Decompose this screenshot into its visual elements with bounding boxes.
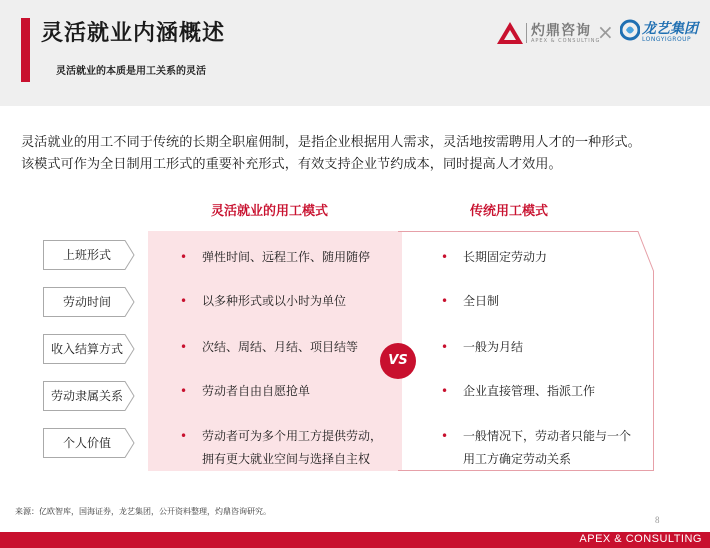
cell-text: 弹性时间、远程工作、随用随停 bbox=[202, 250, 371, 264]
bullet-dot: • bbox=[441, 294, 449, 308]
longyi-mark-icon bbox=[620, 19, 640, 41]
row-label-work-time bbox=[43, 287, 135, 317]
apex-logo-divider bbox=[526, 23, 527, 43]
bullet-dot: • bbox=[180, 340, 188, 354]
page-subtitle: 灵活就业的本质是用工关系的灵活 bbox=[56, 66, 206, 77]
row-label-text: 收入结算方式 bbox=[50, 342, 123, 356]
cell-text: 用工方确定劳动关系 bbox=[463, 452, 572, 466]
bullet-dot: • bbox=[441, 340, 449, 354]
bullet-dot: • bbox=[180, 429, 188, 443]
row-label-text: 劳动隶属关系 bbox=[50, 389, 123, 403]
row-label-personal-value bbox=[43, 428, 135, 458]
cell-text: 拥有更大就业空间与选择自主权 bbox=[202, 452, 371, 466]
bullet-dot: • bbox=[441, 250, 449, 264]
slide-header bbox=[0, 0, 710, 106]
row-label-affiliation bbox=[43, 381, 135, 411]
bullet-dot: • bbox=[180, 384, 188, 398]
apex-triangle-icon bbox=[497, 22, 523, 44]
logo-separator: × bbox=[597, 20, 614, 44]
row-label-text: 个人价值 bbox=[62, 436, 111, 450]
cell-text: 一般为月结 bbox=[463, 340, 524, 354]
flexible-model-header: 灵活就业的用工模式 bbox=[211, 204, 329, 219]
footer-brand: APEX & CONSULTING bbox=[579, 533, 702, 545]
intro-paragraph bbox=[21, 132, 691, 176]
bullet-dot: • bbox=[180, 294, 188, 308]
cell-text: 以多种形式或以小时为单位 bbox=[202, 294, 347, 308]
page-number: 8 bbox=[655, 515, 660, 525]
cell-text: 企业直接管理、指派工作 bbox=[463, 384, 596, 398]
cell-text: 劳动者可为多个用工方提供劳动， bbox=[202, 429, 383, 443]
longyi-logo-cn: 龙艺集团 bbox=[642, 21, 698, 37]
cell-text: 劳动者自由自愿抢单 bbox=[202, 384, 311, 398]
cell-text: 次结、周结、月结、项目结等 bbox=[202, 340, 359, 354]
intro-line-1: 灵活就业的用工不同于传统的长期全职雇佣制，是指企业根据用人需求，灵活地按需聘用人才的一种形式。 bbox=[21, 135, 641, 150]
bullet-dot: • bbox=[441, 384, 449, 398]
row-label-settlement bbox=[43, 334, 135, 364]
apex-logo bbox=[497, 18, 601, 48]
apex-logo-en: APEX & CONSULTING bbox=[531, 38, 601, 44]
intro-line-2: 该模式可作为全日制用工形式的重要补充形式，有效支持企业节约成本，同时提高人才效用。 bbox=[21, 157, 562, 172]
header-accent-bar bbox=[21, 18, 30, 82]
bullet-dot: • bbox=[441, 429, 449, 443]
page-title: 灵活就业内涵概述 bbox=[41, 21, 226, 46]
longyi-logo-en: LONGYIGROUP bbox=[642, 36, 692, 43]
longyi-logo bbox=[620, 17, 700, 47]
row-label-text: 上班形式 bbox=[62, 248, 111, 262]
row-label-text: 劳动时间 bbox=[62, 295, 111, 309]
row-label-work-form bbox=[43, 240, 135, 270]
vs-badge: VS bbox=[380, 343, 416, 379]
cell-text: 全日制 bbox=[463, 294, 500, 308]
cell-text: 长期固定劳动力 bbox=[463, 250, 548, 264]
source-note: 来源：亿欧智库，国海证券，龙艺集团，公开资料整理，灼鼎咨询研究。 bbox=[15, 507, 271, 516]
bullet-dot: • bbox=[180, 250, 188, 264]
footer-bar bbox=[0, 532, 710, 548]
apex-logo-cn: 灼鼎咨询 bbox=[531, 23, 591, 39]
cell-text: 一般情况下，劳动者只能与一个 bbox=[463, 429, 632, 443]
traditional-model-header: 传统用工模式 bbox=[470, 204, 549, 219]
